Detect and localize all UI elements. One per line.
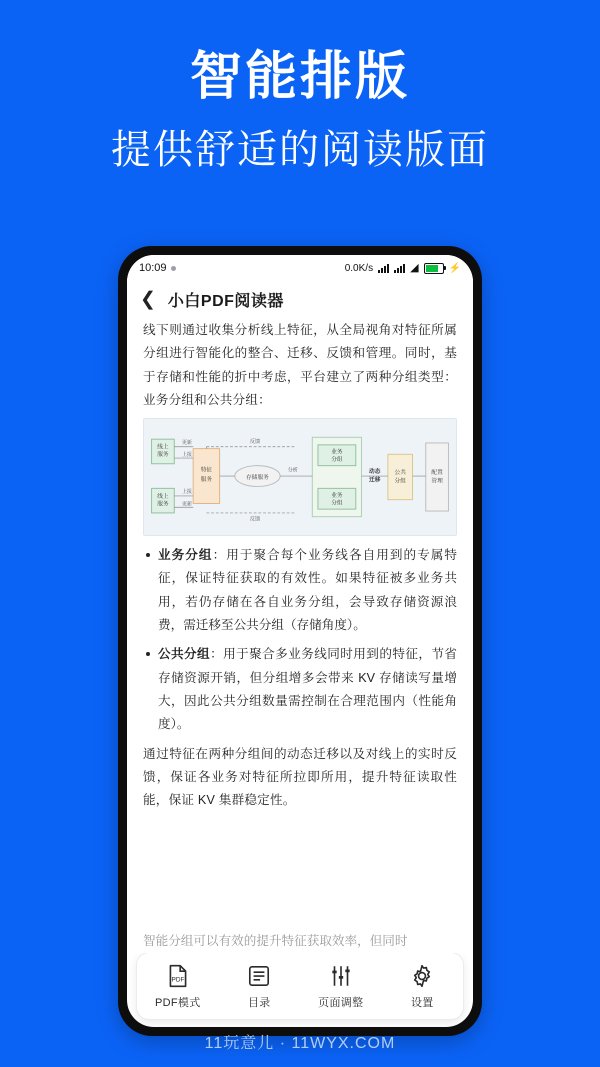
toolbar-label: PDF模式 [155,996,201,1009]
svg-text:线上: 线上 [157,444,169,451]
svg-text:服务: 服务 [157,452,169,459]
bullet-term: 业务分组 [158,548,213,563]
phone-mockup [118,246,482,1036]
status-bar-right [345,263,461,274]
back-arrow-icon[interactable]: ❮ [140,288,156,310]
toolbar-label: 目录 [247,996,271,1009]
svg-text:特征: 特征 [200,467,213,474]
svg-text:业务: 业务 [331,449,343,456]
list-item [143,544,457,637]
bullet-text: ：用于聚合每个业务线各自用到的专属特征，保证特征获取的有效性。如果特征被多业务共用，若仍存储在各自业务分组，会导致存储资源浪费，需迁移至公共分组（存储角度）。 [158,548,458,633]
settings-gear-icon [409,963,435,989]
svg-text:迁移: 迁移 [369,477,381,484]
reader-paragraph-1: 线下则通过收集分析线上特征，从全局视角对特征所属分组进行智能化的整合、迁移、反馈和管理。同时，基于存储和性能的折中考虑，平台建立了两种分组类型：业务分组和公共分组： [143,323,457,407]
toolbar-item-settings[interactable] [387,963,457,1010]
watermark: 11玩意儿 · 11WYX.COM [204,1035,396,1052]
svg-text:分组: 分组 [394,478,406,485]
svg-text:上报: 上报 [181,489,193,496]
cellular-signal-icon [378,263,389,273]
reader-bullet-list [143,544,457,736]
phone-screen [127,255,473,1027]
svg-text:PDF: PDF [171,975,185,983]
wifi-icon: ◢ [410,261,419,274]
svg-text:线上: 线上 [157,493,169,500]
svg-text:上报: 上报 [181,452,193,459]
svg-text:服务: 服务 [157,501,169,508]
promo-title: 智能排版 [189,48,410,106]
feature-grouping-diagram [143,418,457,536]
app-title: 小白PDF阅读器 [167,292,284,310]
bullet-text: ：用于聚合多业务线同时用到的特征，节省存储资源开销，但分组增多会带来 KV 存储读写量增大，因此公共分组数量需控制在合理范围内（性能角度）。 [158,647,458,732]
svg-text:动态: 动态 [369,469,381,476]
reader-paragraph-2: 通过特征在两种分组间的动态迁移以及对线上的实时反馈，保证各业务对特征所拉即所用，提升特征读取性能，保证 KV 集群稳定性。 [143,746,457,808]
network-speed: 0.0K/s [344,262,374,274]
status-bar-left [139,262,176,274]
toolbar-item-pdf-mode[interactable] [143,963,213,1010]
toolbar-item-page-adjust[interactable] [306,963,376,1010]
svg-text:分组: 分组 [331,500,343,507]
promo-subtitle: 提供舒适的阅读版面 [111,127,489,172]
svg-text:存储服务: 存储服务 [246,475,269,482]
status-time: 10:09 [139,262,167,274]
svg-text:更新: 更新 [181,501,193,508]
diagram-svg [144,419,456,535]
svg-text:业务: 业务 [331,493,343,500]
svg-text:反馈: 反馈 [249,516,261,523]
svg-text:反馈: 反馈 [249,439,261,446]
toolbar-label: 设置 [410,996,434,1009]
toolbar-item-contents[interactable] [224,963,294,1010]
pdf-mode-icon [165,963,191,989]
charging-bolt-icon: ⚡ [448,262,461,274]
svg-text:分组: 分组 [331,457,343,464]
app-header [127,281,473,317]
svg-text:分析: 分析 [287,467,298,474]
svg-text:管理: 管理 [431,478,443,485]
bottom-toolbar [137,953,463,1019]
table-of-contents-icon [246,963,272,989]
promo-banner [0,0,600,174]
toolbar-label: 页面调整 [318,996,364,1009]
list-item [143,643,457,736]
reader-tail-text: 智能分组可以有效的提升特征获取效率，但同时 [143,933,408,948]
svg-text:服务: 服务 [200,476,213,483]
svg-text:更新: 更新 [181,440,193,447]
reader-content[interactable] [127,317,473,953]
status-dot-icon [171,266,176,271]
svg-text:配置: 配置 [431,470,443,477]
cellular-signal-icon-2 [394,263,405,273]
page-adjust-sliders-icon [328,963,354,989]
bullet-term: 公共分组 [158,647,211,662]
status-bar [127,255,473,281]
battery-icon [424,263,444,274]
svg-text:公共: 公共 [394,470,406,477]
